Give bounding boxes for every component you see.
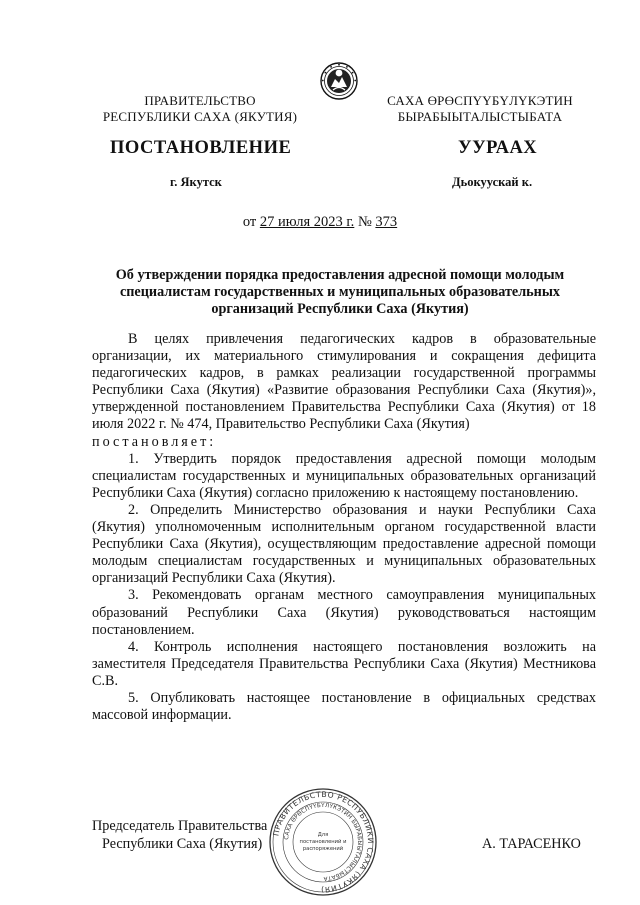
document-title: Об утверждении порядка предоставления адресной помощи молодым специалистам государственных и муниципальных образовательных организаций Республики Саха (Якутия) bbox=[115, 267, 565, 317]
document-body bbox=[92, 331, 596, 724]
document-date: 27 июля 2023 г. bbox=[259, 214, 355, 230]
city-yakut: Дьокуускай к. bbox=[452, 175, 533, 189]
city-russian: г. Якутск bbox=[170, 175, 222, 189]
official-seal-stamp bbox=[268, 787, 378, 897]
decree-word-paragraph bbox=[92, 434, 596, 451]
signer-name: А. ТАРАСЕНКО bbox=[482, 836, 581, 852]
header-right-line2: БЫРАБЫЫТАЛЫСТЫБАТА bbox=[397, 109, 563, 124]
seal-outer-text: ПРАВИТЕЛЬСТВО РЕСПУБЛИКИ САХА (ЯКУТИЯ) bbox=[271, 789, 376, 895]
item-2: 2. Определить Министерство образования и науки Республики Саха (Якутия) уполномоченным исполнительным органом государственной власти Республики Саха (Якутия), осуществляющим предоставление адресной помощи молодым специалистам государственных и муниципальных образовательных организаций Республики Саха (Якутия). bbox=[92, 501, 596, 587]
header-left-line1: ПРАВИТЕЛЬСТВО bbox=[144, 93, 256, 108]
header-right-organization bbox=[360, 93, 600, 125]
seal-inner-text: САХА ӨРӨСПҮҮБҮЛҮКЭТИН БЫРАБЫЫТАЛЫСТЫБАТА bbox=[284, 802, 363, 882]
item-4: 4. Контроль исполнения настоящего постановления возложить на заместителя Председателя Правительства Республики Саха (Якутия) Местникова С.В. bbox=[92, 638, 596, 689]
item-5: 5. Опубликовать настоящее постановление в официальных средствах массовой информации. bbox=[92, 689, 596, 724]
preamble-paragraph: В целях привлечения педагогических кадров в образовательные организации, их материального стимулирования и сокращения дефицита педагогических кадров, в рамках реализации государственной программы Республики Саха (Якутия) «Развитие образования Республики Саха (Якутия)», утвержденной постановлением Правительства Республики Саха (Якутия) от 18 июля 2022 г. № 474, Правительство Республики Саха (Якутия) bbox=[92, 331, 596, 433]
decree-word: постановляет: bbox=[92, 433, 217, 450]
date-prefix: от bbox=[242, 214, 257, 230]
item-3: 3. Рекомендовать органам местного самоуправления муниципальных образований Республики Саха (Якутия) руководствоваться настоящим постановлением. bbox=[92, 587, 596, 638]
header-left-line2: РЕСПУБЛИКИ САХА (ЯКУТИЯ) bbox=[102, 109, 298, 124]
header-left-organization bbox=[80, 93, 320, 125]
seal-center-line3: распоряжений bbox=[302, 846, 344, 852]
seal-center-line2: постановлений и bbox=[299, 839, 347, 845]
doc-type-russian: ПОСТАНОВЛЕНИЕ bbox=[110, 138, 292, 158]
item-1: 1. Утвердить порядок предоставления адресной помощи молодым специалистам государственных и муниципальных образовательных организаций Республики Саха (Якутия) согласно приложению к настоящему постановлению. bbox=[92, 450, 596, 501]
date-number-line bbox=[0, 214, 640, 231]
header-right-line1: САХА ӨРӨСПҮҮБҮЛҮКЭТИН bbox=[387, 93, 573, 108]
number-prefix: № bbox=[357, 214, 372, 230]
signer-position-line1: Председатель Правительства bbox=[92, 818, 268, 834]
doc-type-yakut: УУРААХ bbox=[458, 138, 538, 158]
coat-of-arms-emblem bbox=[320, 62, 358, 100]
document-number: 373 bbox=[375, 214, 398, 230]
signer-position-line2: Республики Саха (Якутия) bbox=[102, 835, 263, 852]
signer-position bbox=[92, 818, 267, 853]
seal-center-line1: Для bbox=[317, 832, 329, 838]
